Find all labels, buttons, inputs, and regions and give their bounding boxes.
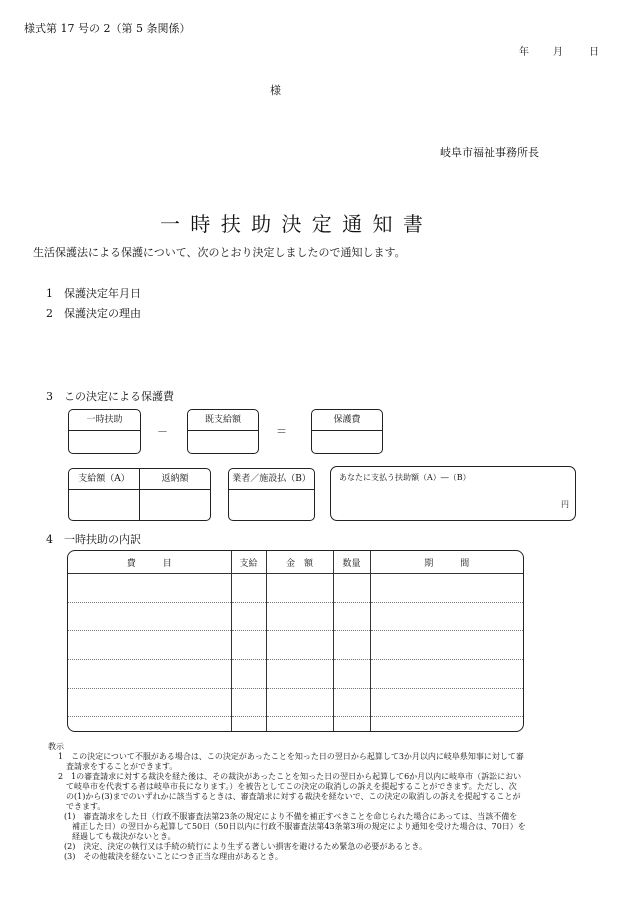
note-line: できます。 xyxy=(58,802,106,811)
equals-sign: ＝ xyxy=(276,425,287,438)
header-expense-item: 費 目 xyxy=(68,551,231,574)
addressee-suffix: 様 xyxy=(270,84,281,97)
pay-to-you-label: あなたに支払う扶助額（A）―（B） xyxy=(339,473,471,482)
header-period: 期 間 xyxy=(370,551,523,574)
note-line: の(1)から(3)までのいずれかに該当するときは、審査請求に対する裁決を経ないで、この決定の取消しの訴えを提起することが xyxy=(58,792,521,801)
payment-refund-divider xyxy=(139,489,140,520)
document-title: 一 時 扶 助 決 定 通 知 書 xyxy=(160,212,425,236)
form-number: 様式第 17 号の 2（第 5 条関係） xyxy=(24,22,191,35)
issuer-name: 岐阜市福祉事務所長 xyxy=(440,146,539,159)
protection-cost-box xyxy=(311,409,383,454)
already-paid-label: 既支給額 xyxy=(188,410,258,431)
contractor-payment-box xyxy=(228,468,315,521)
header-amount: 金 額 xyxy=(266,551,333,574)
note-line: 査請求をすることができます。 xyxy=(58,762,178,771)
item-protection-cost: 3 この決定による保護費 xyxy=(46,390,174,403)
refund-label: 返納額 xyxy=(161,474,189,484)
yen-unit: 円 xyxy=(561,500,569,509)
table-row xyxy=(68,631,523,660)
already-paid-box xyxy=(187,409,259,454)
note-line: (3) その他裁決を経ないことにつき正当な理由があるとき。 xyxy=(64,852,283,861)
aid-breakdown-grid xyxy=(68,551,523,731)
intro-text: 生活保護法による保護について、次のとおり決定しましたので通知します。 xyxy=(33,246,406,259)
note-line: 経過しても裁決がないとき。 xyxy=(64,832,176,841)
note-line: 1 この決定について不服がある場合は、この決定があったことを知った日の翌日から起算して3か月以内に岐阜県知事に対して審 xyxy=(58,752,524,761)
protection-cost-label: 保護費 xyxy=(312,410,382,431)
table-row xyxy=(68,688,523,717)
table-row xyxy=(68,659,523,688)
table-row xyxy=(68,574,523,603)
note-line: (1) 審査請求をした日（行政不服審査法第23条の規定により不備を補正すべきことを命じられた場合にあっては、当該不備を xyxy=(64,812,518,821)
item-decision-date: 1 保護決定年月日 xyxy=(46,287,141,300)
minus-sign: － xyxy=(157,425,168,438)
table-row xyxy=(68,602,523,631)
table-row xyxy=(68,717,523,731)
item-aid-breakdown: 4 一時扶助の内訳 xyxy=(46,533,141,546)
payment-a-label: 支給額（A） xyxy=(69,469,140,489)
notes-heading: 教示 xyxy=(48,742,64,751)
note-line: て岐阜市を代表する者は岐阜市長になります。）を被告としてこの決定の取消しの訴えを提起することができます。ただし、次 xyxy=(58,782,517,791)
aid-breakdown-table xyxy=(67,550,524,732)
header-quantity: 数量 xyxy=(333,551,370,574)
date-month-label: 月 xyxy=(553,47,563,58)
note-line: 補正した日）の翌日から起算して50日（50日以内に行政不服審査法第43条第3項の規定により通知を受けた場合は、70日）を xyxy=(64,822,526,831)
note-line: 2 1の審査請求に対する裁決を経た後は、その裁決があったことを知った日の翌日から起算して6か月以内に岐阜市（訴訟におい xyxy=(58,772,522,781)
date-year-label: 年 xyxy=(519,47,529,58)
date-day-label: 日 xyxy=(589,47,599,58)
temporary-aid-label: 一時扶助 xyxy=(69,410,140,431)
header-payment: 支給 xyxy=(231,551,266,574)
item-decision-reason: 2 保護決定の理由 xyxy=(46,307,141,320)
instruction-notes xyxy=(48,742,583,862)
pay-to-you-box xyxy=(330,466,576,521)
temporary-aid-box xyxy=(68,409,141,454)
contractor-payment-label: 業者／施設払（B） xyxy=(229,469,314,490)
payment-refund-box xyxy=(68,468,211,521)
note-line: (2) 決定、決定の執行又は手続の続行により生ずる著しい損害を避けるため緊急の必要があるとき。 xyxy=(64,842,428,851)
